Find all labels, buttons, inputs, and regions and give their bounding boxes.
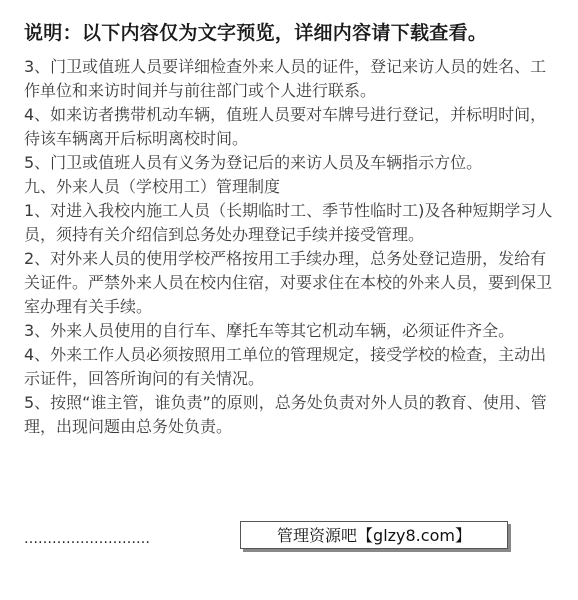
continuation-ellipsis: ………………………: [24, 531, 150, 547]
section-heading: 九、外来人员（学校用工）管理制度: [24, 177, 281, 196]
paragraph: 3、门卫或值班人员要详细检查外来人员的证件，登记来访人员的姓名、工作单位和来访时间并与前往部门或个人进行联系。: [24, 57, 547, 100]
paragraph: 4、如来访者携带机动车辆，值班人员要对车牌号进行登记，并标明时间，待该车辆离开后标明离校时间。: [24, 105, 547, 148]
preview-notice: 说明：以下内容仅为文字预览，详细内容请下载查看。: [24, 22, 488, 44]
paragraph: 4、外来工作人员必须按照用工单位的管理规定，接受学校的检查，主动出示证件，回答所询问的有关情况。: [24, 345, 547, 388]
paragraph: 2、对外来人员的使用学校严格按用工手续办理，总务处登记造册，发给有关证件。严禁外来人员在校内住宿，对要求住在本校的外来人员，要到保卫室办理有关手续。: [24, 249, 553, 316]
site-watermark-badge: 管理资源吧【glzy8.com】: [240, 521, 508, 549]
paragraph: 1、对进入我校内施工人员（长期临时工、季节性临时工)及各种短期学习人员，须持有关介绍信到总务处办理登记手续并接受管理。: [24, 201, 553, 244]
paragraph: 3、外来人员使用的自行车、摩托车等其它机动车辆，必须证件齐全。: [24, 321, 515, 340]
paragraph: 5、门卫或值班人员有义务为登记后的来访人员及车辆指示方位。: [24, 153, 483, 172]
paragraph: 5、按照“谁主管，谁负责”的原则，总务处负责对外人员的教育、使用、管理，出现问题由总务处负责。: [24, 393, 547, 436]
document-body: [24, 55, 554, 439]
